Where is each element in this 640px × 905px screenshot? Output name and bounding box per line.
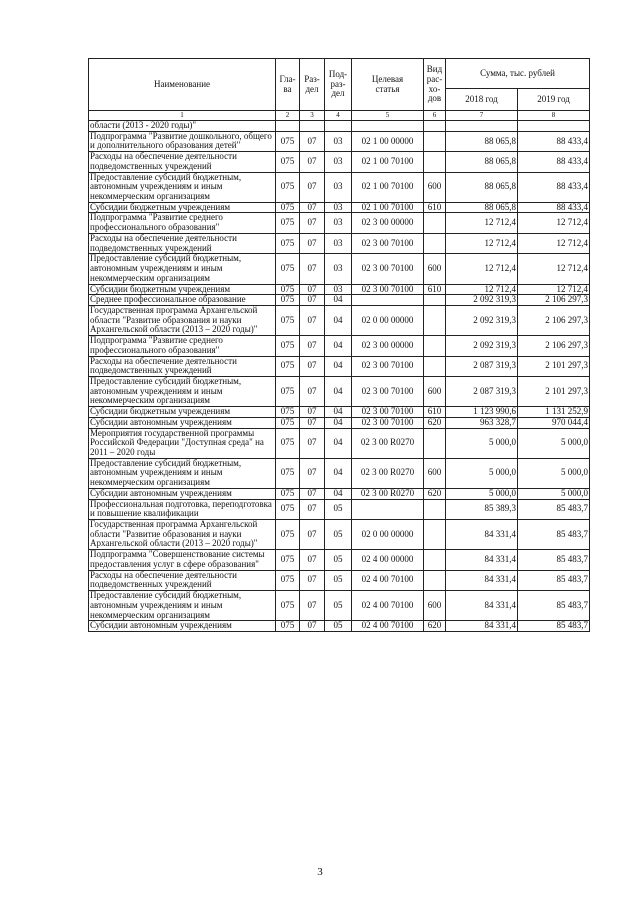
row-podrazdel: 05 bbox=[325, 550, 352, 570]
table-row bbox=[89, 121, 590, 132]
row-sum-2018: 12 712,4 bbox=[446, 284, 518, 295]
row-target-article: 02 3 00 R0270 bbox=[352, 428, 424, 458]
row-sum-2018: 88 065,8 bbox=[446, 131, 518, 151]
row-sum-2019: 88 433,4 bbox=[518, 202, 590, 213]
row-podrazdel: 03 bbox=[325, 284, 352, 295]
row-sum-2019: 2 101 297,3 bbox=[518, 356, 590, 376]
row-target-article: 02 3 00 00000 bbox=[352, 213, 424, 233]
row-podrazdel: 05 bbox=[325, 591, 352, 621]
row-glava: 075 bbox=[276, 550, 300, 570]
row-expense-type bbox=[424, 233, 446, 253]
row-expense-type bbox=[424, 356, 446, 376]
row-sum-2019: 2 106 297,3 bbox=[518, 305, 590, 335]
column-number: 7 bbox=[446, 111, 518, 121]
row-expense-type bbox=[424, 305, 446, 335]
row-sum-2019: 5 000,0 bbox=[518, 428, 590, 458]
row-razdel: 07 bbox=[300, 213, 325, 233]
row-podrazdel: 04 bbox=[325, 428, 352, 458]
row-name: Профессиональная подготовка, переподготовка и повышение квалификации bbox=[89, 499, 276, 519]
row-sum-2019: 85 483,7 bbox=[518, 621, 590, 632]
column-number: 4 bbox=[325, 111, 352, 121]
row-sum-2018: 5 000,0 bbox=[446, 458, 518, 488]
table-row bbox=[89, 417, 590, 428]
row-podrazdel: 03 bbox=[325, 233, 352, 253]
table-row bbox=[89, 376, 590, 406]
row-target-article: 02 4 00 70100 bbox=[352, 621, 424, 632]
row-sum-2018: 2 092 319,3 bbox=[446, 305, 518, 335]
row-podrazdel: 04 bbox=[325, 336, 352, 356]
row-podrazdel: 03 bbox=[325, 202, 352, 213]
row-razdel bbox=[300, 121, 325, 132]
row-glava: 075 bbox=[276, 284, 300, 295]
row-name: Субсидии бюджетным учреждениям bbox=[89, 202, 276, 213]
row-sum-2019 bbox=[518, 121, 590, 132]
row-sum-2019: 88 433,4 bbox=[518, 152, 590, 172]
column-number-row bbox=[89, 111, 590, 121]
row-name: Предоставление субсидий бюджетным, автономным учреждениям и иным некоммерческим организациям bbox=[89, 458, 276, 488]
row-sum-2018: 2 087 319,3 bbox=[446, 356, 518, 376]
row-expense-type: 620 bbox=[424, 417, 446, 428]
header-year-2019: 2019 год bbox=[518, 89, 590, 111]
table-row bbox=[89, 458, 590, 488]
row-target-article: 02 3 00 70100 bbox=[352, 356, 424, 376]
column-number: 3 bbox=[300, 111, 325, 121]
row-glava: 075 bbox=[276, 356, 300, 376]
row-podrazdel: 03 bbox=[325, 213, 352, 233]
table-row bbox=[89, 152, 590, 172]
row-target-article: 02 3 00 70100 bbox=[352, 233, 424, 253]
row-glava: 075 bbox=[276, 233, 300, 253]
row-sum-2019: 85 483,7 bbox=[518, 591, 590, 621]
row-razdel: 07 bbox=[300, 131, 325, 151]
row-glava: 075 bbox=[276, 202, 300, 213]
row-target-article: 02 1 00 00000 bbox=[352, 131, 424, 151]
row-sum-2018: 84 331,4 bbox=[446, 520, 518, 550]
row-sum-2018: 88 065,8 bbox=[446, 202, 518, 213]
header-glava: Гла- ва bbox=[276, 59, 300, 111]
table-body bbox=[89, 121, 590, 632]
row-name: Расходы на обеспечение деятельности подведомственных учреждений bbox=[89, 570, 276, 590]
row-podrazdel: 04 bbox=[325, 417, 352, 428]
row-expense-type: 610 bbox=[424, 202, 446, 213]
row-razdel: 07 bbox=[300, 295, 325, 306]
table-row bbox=[89, 591, 590, 621]
header-sum: Сумма, тыс. рублей bbox=[446, 59, 590, 89]
row-name: Государственная программа Архангельской области "Развитие образования и науки Архангельской области (2013 – 2020 годы)" bbox=[89, 305, 276, 335]
row-razdel: 07 bbox=[300, 376, 325, 406]
row-expense-type: 600 bbox=[424, 254, 446, 284]
row-razdel: 07 bbox=[300, 284, 325, 295]
row-expense-type bbox=[424, 570, 446, 590]
header-podrazdel: Под- раз- дел bbox=[325, 59, 352, 111]
row-sum-2019: 2 106 297,3 bbox=[518, 336, 590, 356]
table-row bbox=[89, 428, 590, 458]
row-razdel: 07 bbox=[300, 520, 325, 550]
row-sum-2018: 2 092 319,3 bbox=[446, 336, 518, 356]
table-row bbox=[89, 570, 590, 590]
row-sum-2019: 5 000,0 bbox=[518, 488, 590, 499]
row-name: Государственная программа Архангельской области "Развитие образования и науки Архангельской области (2013 – 2020 годы)" bbox=[89, 520, 276, 550]
row-expense-type: 620 bbox=[424, 488, 446, 499]
row-target-article: 02 3 00 70100 bbox=[352, 407, 424, 418]
header-razdel: Раз- дел bbox=[300, 59, 325, 111]
table-row bbox=[89, 336, 590, 356]
row-sum-2019: 85 483,7 bbox=[518, 550, 590, 570]
row-name: Предоставление субсидий бюджетным, автономным учреждениям и иным некоммерческим организациям bbox=[89, 376, 276, 406]
table-row bbox=[89, 131, 590, 151]
row-podrazdel: 04 bbox=[325, 356, 352, 376]
row-glava: 075 bbox=[276, 428, 300, 458]
row-name: Субсидии автономным учреждениям bbox=[89, 621, 276, 632]
row-expense-type bbox=[424, 152, 446, 172]
column-number: 1 bbox=[89, 111, 276, 121]
row-expense-type: 600 bbox=[424, 458, 446, 488]
row-razdel: 07 bbox=[300, 172, 325, 202]
row-podrazdel: 04 bbox=[325, 407, 352, 418]
row-expense-type bbox=[424, 295, 446, 306]
row-expense-type bbox=[424, 499, 446, 519]
header-target-article: Целевая статья bbox=[352, 59, 424, 111]
column-number: 8 bbox=[518, 111, 590, 121]
row-razdel: 07 bbox=[300, 417, 325, 428]
row-name: Предоставление субсидий бюджетным, автономным учреждениям и иным некоммерческим организациям bbox=[89, 591, 276, 621]
row-glava bbox=[276, 121, 300, 132]
row-target-article: 02 4 00 70100 bbox=[352, 570, 424, 590]
row-name: Расходы на обеспечение деятельности подведомственных учреждений bbox=[89, 152, 276, 172]
row-podrazdel: 05 bbox=[325, 520, 352, 550]
row-glava: 075 bbox=[276, 458, 300, 488]
row-target-article: 02 3 00 70100 bbox=[352, 254, 424, 284]
table-row bbox=[89, 499, 590, 519]
row-target-article: 02 3 00 R0270 bbox=[352, 488, 424, 499]
row-razdel: 07 bbox=[300, 570, 325, 590]
row-expense-type: 600 bbox=[424, 172, 446, 202]
row-sum-2019: 85 483,7 bbox=[518, 499, 590, 519]
row-sum-2018: 5 000,0 bbox=[446, 488, 518, 499]
row-name: Субсидии автономным учреждениям bbox=[89, 488, 276, 499]
row-sum-2019: 12 712,4 bbox=[518, 233, 590, 253]
row-razdel: 07 bbox=[300, 458, 325, 488]
table-row bbox=[89, 233, 590, 253]
row-podrazdel: 04 bbox=[325, 488, 352, 499]
table-row bbox=[89, 202, 590, 213]
row-target-article: 02 3 00 R0270 bbox=[352, 458, 424, 488]
row-podrazdel: 05 bbox=[325, 570, 352, 590]
row-target-article: 02 3 00 70100 bbox=[352, 376, 424, 406]
row-name: Подпрограмма "Развитие среднего профессионального образования" bbox=[89, 213, 276, 233]
row-glava: 075 bbox=[276, 417, 300, 428]
row-sum-2019: 85 483,7 bbox=[518, 520, 590, 550]
row-razdel: 07 bbox=[300, 488, 325, 499]
row-sum-2018: 12 712,4 bbox=[446, 233, 518, 253]
table-row bbox=[89, 520, 590, 550]
row-target-article: 02 0 00 00000 bbox=[352, 520, 424, 550]
row-expense-type: 600 bbox=[424, 376, 446, 406]
row-razdel: 07 bbox=[300, 305, 325, 335]
row-glava: 075 bbox=[276, 336, 300, 356]
row-sum-2019: 12 712,4 bbox=[518, 213, 590, 233]
row-glava: 075 bbox=[276, 520, 300, 550]
row-expense-type bbox=[424, 131, 446, 151]
table-row bbox=[89, 356, 590, 376]
row-glava: 075 bbox=[276, 488, 300, 499]
row-sum-2018: 85 389,3 bbox=[446, 499, 518, 519]
row-sum-2018: 2 087 319,3 bbox=[446, 376, 518, 406]
row-sum-2018: 88 065,8 bbox=[446, 152, 518, 172]
column-number: 5 bbox=[352, 111, 424, 121]
row-target-article: 02 3 00 00000 bbox=[352, 336, 424, 356]
row-target-article: 02 1 00 70100 bbox=[352, 172, 424, 202]
row-podrazdel: 04 bbox=[325, 458, 352, 488]
row-sum-2018: 84 331,4 bbox=[446, 570, 518, 590]
row-razdel: 07 bbox=[300, 550, 325, 570]
row-podrazdel: 04 bbox=[325, 376, 352, 406]
row-sum-2019: 85 483,7 bbox=[518, 570, 590, 590]
row-name: области (2013 - 2020 годы)" bbox=[89, 121, 276, 132]
row-razdel: 07 bbox=[300, 336, 325, 356]
table-row bbox=[89, 254, 590, 284]
row-sum-2019: 1 131 252,9 bbox=[518, 407, 590, 418]
row-target-article: 02 1 00 70100 bbox=[352, 152, 424, 172]
row-sum-2018: 84 331,4 bbox=[446, 621, 518, 632]
row-name: Подпрограмма "Совершенствование системы предоставления услуг в сфере образования" bbox=[89, 550, 276, 570]
row-glava: 075 bbox=[276, 152, 300, 172]
row-expense-type bbox=[424, 121, 446, 132]
row-sum-2018: 963 328,7 bbox=[446, 417, 518, 428]
table-row bbox=[89, 284, 590, 295]
row-razdel: 07 bbox=[300, 254, 325, 284]
row-sum-2019: 970 044,4 bbox=[518, 417, 590, 428]
row-sum-2018: 12 712,4 bbox=[446, 254, 518, 284]
row-razdel: 07 bbox=[300, 152, 325, 172]
row-target-article: 02 4 00 70100 bbox=[352, 591, 424, 621]
row-razdel: 07 bbox=[300, 591, 325, 621]
row-target-article: 02 0 00 00000 bbox=[352, 305, 424, 335]
row-podrazdel: 03 bbox=[325, 172, 352, 202]
row-glava: 075 bbox=[276, 254, 300, 284]
row-glava: 075 bbox=[276, 305, 300, 335]
row-name: Предоставление субсидий бюджетным, автономным учреждениям и иным некоммерческим организациям bbox=[89, 254, 276, 284]
table-row bbox=[89, 488, 590, 499]
row-name: Мероприятия государственной программы Российской Федерации "Доступная среда" на 2011 – 2020 годы bbox=[89, 428, 276, 458]
row-glava: 075 bbox=[276, 591, 300, 621]
row-glava: 075 bbox=[276, 570, 300, 590]
row-glava: 075 bbox=[276, 407, 300, 418]
row-sum-2019: 2 101 297,3 bbox=[518, 376, 590, 406]
row-razdel: 07 bbox=[300, 499, 325, 519]
table-row bbox=[89, 295, 590, 306]
row-sum-2019: 88 433,4 bbox=[518, 172, 590, 202]
header-name: Наименование bbox=[89, 59, 276, 111]
row-sum-2019: 12 712,4 bbox=[518, 284, 590, 295]
row-expense-type: 600 bbox=[424, 591, 446, 621]
row-glava: 075 bbox=[276, 131, 300, 151]
row-sum-2018: 12 712,4 bbox=[446, 213, 518, 233]
row-target-article: 02 3 00 70100 bbox=[352, 284, 424, 295]
column-number: 2 bbox=[276, 111, 300, 121]
row-podrazdel: 03 bbox=[325, 131, 352, 151]
row-expense-type bbox=[424, 428, 446, 458]
row-sum-2018: 2 092 319,3 bbox=[446, 295, 518, 306]
row-name: Расходы на обеспечение деятельности подведомственных учреждений bbox=[89, 233, 276, 253]
row-expense-type bbox=[424, 520, 446, 550]
row-sum-2018 bbox=[446, 121, 518, 132]
row-expense-type bbox=[424, 550, 446, 570]
row-podrazdel: 05 bbox=[325, 621, 352, 632]
row-sum-2019: 12 712,4 bbox=[518, 254, 590, 284]
row-glava: 075 bbox=[276, 295, 300, 306]
row-target-article bbox=[352, 121, 424, 132]
row-razdel: 07 bbox=[300, 202, 325, 213]
row-sum-2019: 5 000,0 bbox=[518, 458, 590, 488]
row-razdel: 07 bbox=[300, 428, 325, 458]
row-expense-type: 620 bbox=[424, 621, 446, 632]
row-expense-type: 610 bbox=[424, 407, 446, 418]
row-expense-type: 610 bbox=[424, 284, 446, 295]
header-expense-type: Вид рас- хо- дов bbox=[424, 59, 446, 111]
row-razdel: 07 bbox=[300, 233, 325, 253]
row-name: Субсидии бюджетным учреждениям bbox=[89, 407, 276, 418]
row-target-article: 02 4 00 00000 bbox=[352, 550, 424, 570]
row-name: Подпрограмма "Развитие среднего профессионального образования" bbox=[89, 336, 276, 356]
row-podrazdel: 03 bbox=[325, 254, 352, 284]
row-sum-2018: 5 000,0 bbox=[446, 428, 518, 458]
row-podrazdel: 05 bbox=[325, 499, 352, 519]
table-row bbox=[89, 550, 590, 570]
row-expense-type bbox=[424, 336, 446, 356]
page-number: 3 bbox=[317, 866, 323, 878]
table-row bbox=[89, 305, 590, 335]
row-name: Предоставление субсидий бюджетным, автономным учреждениям и иным некоммерческим организациям bbox=[89, 172, 276, 202]
table-row bbox=[89, 407, 590, 418]
row-sum-2019: 2 106 297,3 bbox=[518, 295, 590, 306]
row-glava: 075 bbox=[276, 172, 300, 202]
row-podrazdel: 04 bbox=[325, 305, 352, 335]
row-podrazdel: 04 bbox=[325, 295, 352, 306]
row-sum-2019: 88 433,4 bbox=[518, 131, 590, 151]
row-razdel: 07 bbox=[300, 356, 325, 376]
row-name: Среднее профессиональное образование bbox=[89, 295, 276, 306]
row-target-article: 02 3 00 70100 bbox=[352, 417, 424, 428]
row-target-article bbox=[352, 499, 424, 519]
row-sum-2018: 1 123 990,6 bbox=[446, 407, 518, 418]
row-glava: 075 bbox=[276, 621, 300, 632]
table-row bbox=[89, 172, 590, 202]
row-target-article bbox=[352, 295, 424, 306]
table-row bbox=[89, 621, 590, 632]
row-podrazdel bbox=[325, 121, 352, 132]
row-name: Подпрограмма "Развитие дошкольного, общего и дополнительного образования детей" bbox=[89, 131, 276, 151]
row-sum-2018: 88 065,8 bbox=[446, 172, 518, 202]
row-name: Субсидии бюджетным учреждениям bbox=[89, 284, 276, 295]
budget-table bbox=[88, 58, 590, 632]
row-glava: 075 bbox=[276, 213, 300, 233]
row-razdel: 07 bbox=[300, 407, 325, 418]
row-name: Расходы на обеспечение деятельности подведомственных учреждений bbox=[89, 356, 276, 376]
header-year-2018: 2018 год bbox=[446, 89, 518, 111]
row-razdel: 07 bbox=[300, 621, 325, 632]
row-name: Субсидии автономным учреждениям bbox=[89, 417, 276, 428]
row-target-article: 02 1 00 70100 bbox=[352, 202, 424, 213]
row-glava: 075 bbox=[276, 499, 300, 519]
row-sum-2018: 84 331,4 bbox=[446, 550, 518, 570]
column-number: 6 bbox=[424, 111, 446, 121]
row-podrazdel: 03 bbox=[325, 152, 352, 172]
row-sum-2018: 84 331,4 bbox=[446, 591, 518, 621]
row-expense-type bbox=[424, 213, 446, 233]
table-row bbox=[89, 213, 590, 233]
row-glava: 075 bbox=[276, 376, 300, 406]
